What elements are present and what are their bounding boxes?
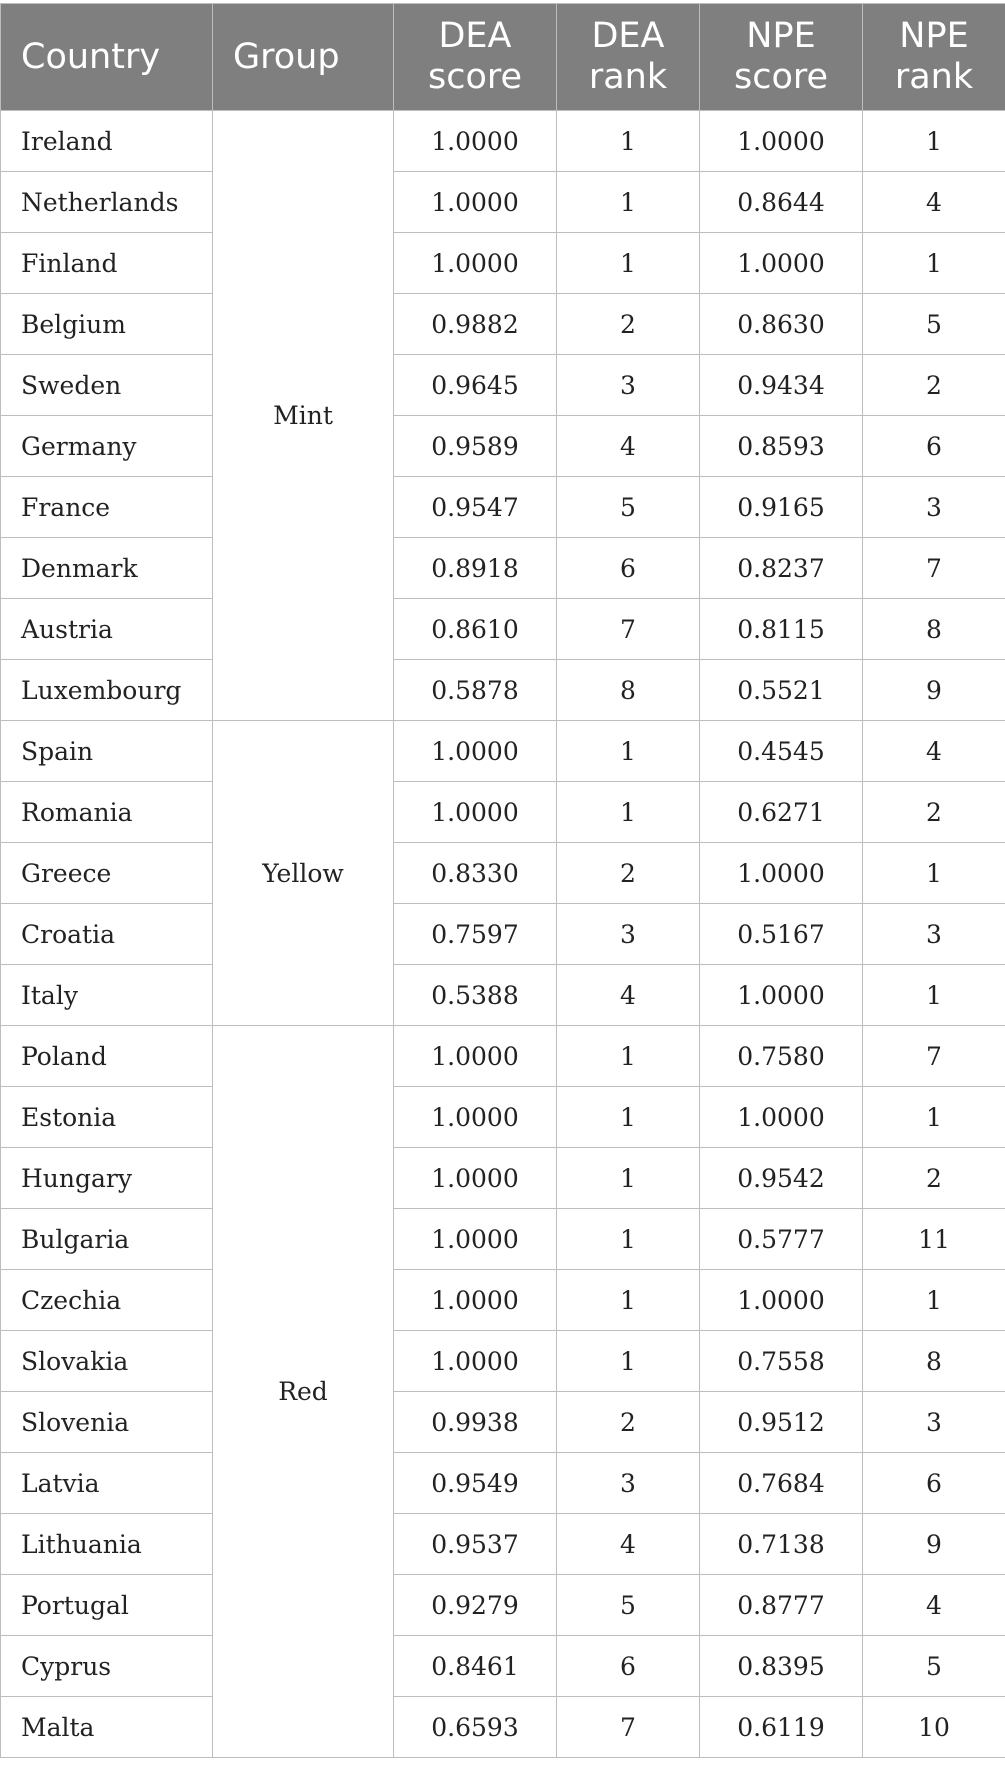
npe-score-cell: 0.7138: [700, 1514, 863, 1575]
dea-score-cell: 0.9549: [394, 1453, 557, 1514]
dea-rank-cell: 2: [557, 294, 700, 355]
country-cell: Belgium: [1, 294, 213, 355]
table-row: [1, 416, 1005, 477]
table-row: [1, 1575, 1005, 1636]
table-row: [1, 843, 1005, 904]
table-row: [1, 904, 1005, 965]
npe-rank-cell: 3: [863, 904, 1005, 965]
table-row: [1, 1148, 1005, 1209]
table-row: [1, 1392, 1005, 1453]
npe-rank-cell: 1: [863, 843, 1005, 904]
country-cell: Croatia: [1, 904, 213, 965]
dea-rank-cell: 5: [557, 1575, 700, 1636]
header-country: Country: [1, 4, 213, 111]
npe-rank-cell: 4: [863, 172, 1005, 233]
npe-rank-cell: 1: [863, 1270, 1005, 1331]
dea-rank-cell: 1: [557, 233, 700, 294]
header-dea-rank: [557, 4, 700, 111]
dea-score-cell: 0.9645: [394, 355, 557, 416]
country-cell: Bulgaria: [1, 1209, 213, 1270]
header-npe-score-line1: NPE: [746, 16, 816, 56]
table-row: [1, 1209, 1005, 1270]
country-cell: Netherlands: [1, 172, 213, 233]
dea-rank-cell: 2: [557, 1392, 700, 1453]
table-row: [1, 172, 1005, 233]
dea-score-cell: 1.0000: [394, 172, 557, 233]
group-cell: Red: [213, 1026, 394, 1758]
group-cell: Mint: [213, 111, 394, 721]
country-cell: Latvia: [1, 1453, 213, 1514]
table-row: [1, 1270, 1005, 1331]
dea-rank-cell: 1: [557, 782, 700, 843]
npe-rank-cell: 6: [863, 416, 1005, 477]
country-cell: Finland: [1, 233, 213, 294]
npe-rank-cell: 11: [863, 1209, 1005, 1270]
dea-score-cell: 0.7597: [394, 904, 557, 965]
npe-rank-cell: 2: [863, 1148, 1005, 1209]
dea-rank-cell: 4: [557, 965, 700, 1026]
header-dea-rank-line1: DEA: [591, 16, 665, 56]
npe-score-cell: 0.9542: [700, 1148, 863, 1209]
dea-rank-cell: 8: [557, 660, 700, 721]
country-cell: Spain: [1, 721, 213, 782]
npe-score-cell: 1.0000: [700, 1087, 863, 1148]
header-group: Group: [213, 4, 394, 111]
npe-score-cell: 0.5167: [700, 904, 863, 965]
table-row: [1, 721, 1005, 782]
npe-rank-cell: 8: [863, 599, 1005, 660]
npe-rank-cell: 5: [863, 294, 1005, 355]
dea-score-cell: 1.0000: [394, 111, 557, 172]
country-cell: Greece: [1, 843, 213, 904]
npe-rank-cell: 2: [863, 782, 1005, 843]
dea-rank-cell: 7: [557, 599, 700, 660]
country-cell: Romania: [1, 782, 213, 843]
dea-score-cell: 0.6593: [394, 1697, 557, 1758]
npe-rank-cell: 1: [863, 233, 1005, 294]
npe-score-cell: 0.8777: [700, 1575, 863, 1636]
country-cell: Luxembourg: [1, 660, 213, 721]
npe-rank-cell: 9: [863, 660, 1005, 721]
dea-score-cell: 0.9547: [394, 477, 557, 538]
table-row: [1, 355, 1005, 416]
efficiency-table: [0, 3, 1005, 1758]
header-row: [1, 4, 1005, 111]
table-row: [1, 1087, 1005, 1148]
npe-score-cell: 0.7580: [700, 1026, 863, 1087]
npe-score-cell: 1.0000: [700, 233, 863, 294]
dea-rank-cell: 4: [557, 416, 700, 477]
npe-score-cell: 0.8630: [700, 294, 863, 355]
country-cell: Austria: [1, 599, 213, 660]
header-npe-score: [700, 4, 863, 111]
table-row: [1, 538, 1005, 599]
dea-score-cell: 0.5878: [394, 660, 557, 721]
country-cell: Estonia: [1, 1087, 213, 1148]
npe-rank-cell: 10: [863, 1697, 1005, 1758]
table-row: [1, 1453, 1005, 1514]
group-cell: Yellow: [213, 721, 394, 1026]
dea-rank-cell: 5: [557, 477, 700, 538]
npe-score-cell: 1.0000: [700, 843, 863, 904]
country-cell: Portugal: [1, 1575, 213, 1636]
npe-score-cell: 0.9434: [700, 355, 863, 416]
dea-rank-cell: 1: [557, 1087, 700, 1148]
header-dea-score-line2: score: [427, 57, 523, 97]
dea-rank-cell: 6: [557, 1636, 700, 1697]
dea-score-cell: 0.9882: [394, 294, 557, 355]
npe-score-cell: 0.9512: [700, 1392, 863, 1453]
dea-rank-cell: 1: [557, 1026, 700, 1087]
npe-score-cell: 0.8237: [700, 538, 863, 599]
table-row: [1, 1697, 1005, 1758]
npe-score-cell: 1.0000: [700, 965, 863, 1026]
npe-rank-cell: 8: [863, 1331, 1005, 1392]
npe-score-cell: 0.8115: [700, 599, 863, 660]
dea-rank-cell: 3: [557, 355, 700, 416]
header-npe-rank-line1: NPE: [899, 16, 969, 56]
country-cell: France: [1, 477, 213, 538]
country-cell: Germany: [1, 416, 213, 477]
table-row: [1, 1636, 1005, 1697]
country-cell: Italy: [1, 965, 213, 1026]
table-row: [1, 599, 1005, 660]
npe-score-cell: 0.4545: [700, 721, 863, 782]
table-row: [1, 233, 1005, 294]
table-row: [1, 1514, 1005, 1575]
dea-rank-cell: 6: [557, 538, 700, 599]
npe-rank-cell: 7: [863, 1026, 1005, 1087]
dea-score-cell: 1.0000: [394, 1209, 557, 1270]
dea-rank-cell: 2: [557, 843, 700, 904]
dea-rank-cell: 7: [557, 1697, 700, 1758]
npe-rank-cell: 7: [863, 538, 1005, 599]
header-dea-rank-line2: rank: [588, 57, 668, 97]
npe-rank-cell: 4: [863, 721, 1005, 782]
country-cell: Slovenia: [1, 1392, 213, 1453]
header-npe-score-line2: score: [733, 57, 829, 97]
country-cell: Cyprus: [1, 1636, 213, 1697]
country-cell: Hungary: [1, 1148, 213, 1209]
npe-score-cell: 0.5777: [700, 1209, 863, 1270]
table-row: [1, 782, 1005, 843]
dea-score-cell: 1.0000: [394, 233, 557, 294]
table-row: [1, 1026, 1005, 1087]
npe-score-cell: 0.8593: [700, 416, 863, 477]
dea-score-cell: 0.9537: [394, 1514, 557, 1575]
npe-rank-cell: 5: [863, 1636, 1005, 1697]
dea-rank-cell: 1: [557, 1270, 700, 1331]
dea-rank-cell: 3: [557, 1453, 700, 1514]
npe-rank-cell: 3: [863, 1392, 1005, 1453]
dea-rank-cell: 1: [557, 172, 700, 233]
header-dea-score-line1: DEA: [438, 16, 512, 56]
country-cell: Poland: [1, 1026, 213, 1087]
country-cell: Ireland: [1, 111, 213, 172]
npe-rank-cell: 1: [863, 111, 1005, 172]
country-cell: Sweden: [1, 355, 213, 416]
dea-rank-cell: 1: [557, 1209, 700, 1270]
table-row: [1, 111, 1005, 172]
dea-score-cell: 1.0000: [394, 1087, 557, 1148]
dea-score-cell: 0.5388: [394, 965, 557, 1026]
dea-score-cell: 0.9938: [394, 1392, 557, 1453]
country-cell: Malta: [1, 1697, 213, 1758]
dea-score-cell: 0.8461: [394, 1636, 557, 1697]
npe-rank-cell: 4: [863, 1575, 1005, 1636]
header-dea-score: [394, 4, 557, 111]
npe-score-cell: 1.0000: [700, 1270, 863, 1331]
dea-rank-cell: 1: [557, 1331, 700, 1392]
npe-rank-cell: 1: [863, 1087, 1005, 1148]
country-cell: Lithuania: [1, 1514, 213, 1575]
dea-score-cell: 0.9589: [394, 416, 557, 477]
dea-rank-cell: 4: [557, 1514, 700, 1575]
table-row: [1, 965, 1005, 1026]
table-body: [1, 111, 1005, 1758]
dea-score-cell: 0.8330: [394, 843, 557, 904]
npe-score-cell: 0.6271: [700, 782, 863, 843]
dea-score-cell: 0.8610: [394, 599, 557, 660]
npe-rank-cell: 2: [863, 355, 1005, 416]
table-row: [1, 660, 1005, 721]
table-header: [1, 4, 1005, 111]
dea-score-cell: 1.0000: [394, 1148, 557, 1209]
npe-rank-cell: 6: [863, 1453, 1005, 1514]
header-npe-rank: [863, 4, 1005, 111]
npe-score-cell: 0.9165: [700, 477, 863, 538]
dea-score-cell: 0.8918: [394, 538, 557, 599]
country-cell: Czechia: [1, 1270, 213, 1331]
dea-rank-cell: 1: [557, 721, 700, 782]
dea-score-cell: 1.0000: [394, 1331, 557, 1392]
dea-rank-cell: 1: [557, 111, 700, 172]
dea-score-cell: 1.0000: [394, 1026, 557, 1087]
table-row: [1, 477, 1005, 538]
npe-score-cell: 0.8644: [700, 172, 863, 233]
npe-rank-cell: 3: [863, 477, 1005, 538]
dea-score-cell: 1.0000: [394, 782, 557, 843]
npe-rank-cell: 1: [863, 965, 1005, 1026]
dea-rank-cell: 1: [557, 1148, 700, 1209]
dea-score-cell: 1.0000: [394, 721, 557, 782]
npe-score-cell: 0.5521: [700, 660, 863, 721]
npe-score-cell: 0.6119: [700, 1697, 863, 1758]
dea-rank-cell: 3: [557, 904, 700, 965]
country-cell: Slovakia: [1, 1331, 213, 1392]
table-row: [1, 294, 1005, 355]
npe-score-cell: 0.7684: [700, 1453, 863, 1514]
header-npe-rank-line2: rank: [894, 57, 974, 97]
dea-score-cell: 1.0000: [394, 1270, 557, 1331]
dea-score-cell: 0.9279: [394, 1575, 557, 1636]
country-cell: Denmark: [1, 538, 213, 599]
npe-score-cell: 1.0000: [700, 111, 863, 172]
npe-score-cell: 0.7558: [700, 1331, 863, 1392]
table-row: [1, 1331, 1005, 1392]
npe-score-cell: 0.8395: [700, 1636, 863, 1697]
npe-rank-cell: 9: [863, 1514, 1005, 1575]
